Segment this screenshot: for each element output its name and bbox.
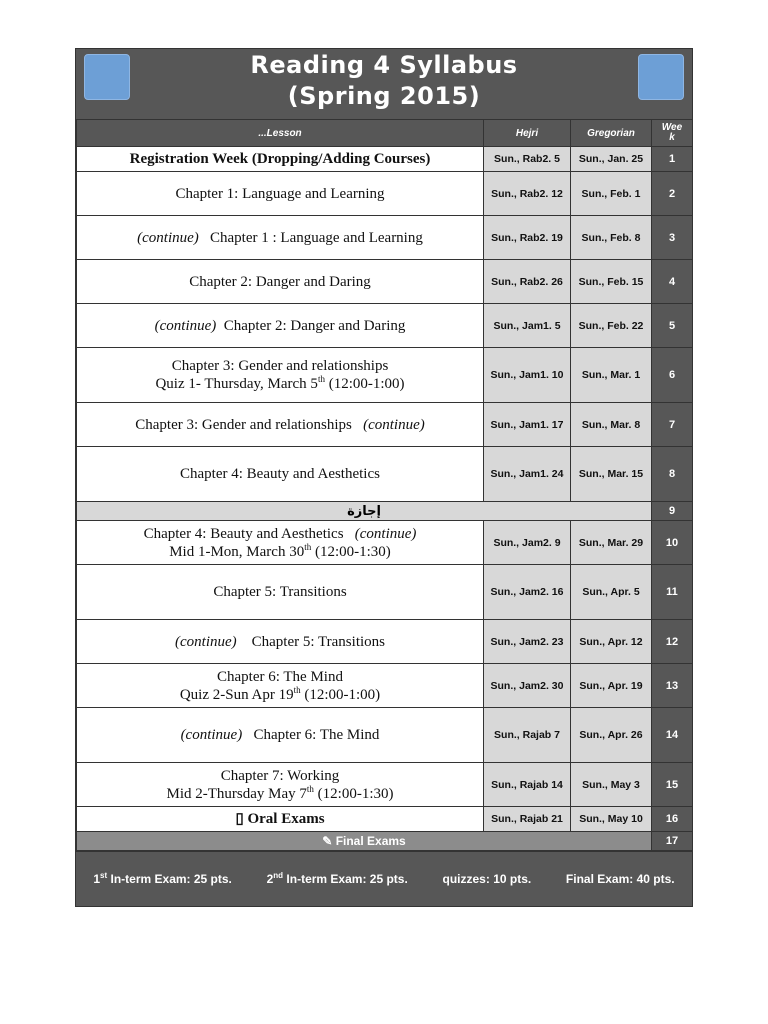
table-row — [77, 403, 693, 447]
hejri-date: Sun., Rab2. 26 — [484, 260, 571, 304]
table-row — [77, 565, 693, 620]
final-exams-label: Final Exams — [335, 834, 406, 848]
hejri-date: Sun., Rab2. 5 — [484, 147, 571, 172]
hejri-date: Sun., Rajab 14 — [484, 763, 571, 807]
ordinal-suffix: th — [306, 783, 314, 794]
week-number: 13 — [652, 664, 693, 708]
lesson-cell — [77, 807, 484, 832]
hejri-date: Sun., Jam1. 10 — [484, 348, 571, 403]
lesson-cell: Chapter 2: Danger and Daring — [77, 260, 484, 304]
lesson-cell: Registration Week (Dropping/Adding Courses) — [77, 147, 484, 172]
table-row — [77, 502, 693, 521]
exam1-text: In-term Exam: 25 pts. — [107, 872, 232, 886]
lesson-cell — [77, 304, 484, 348]
table-row — [77, 304, 693, 348]
right-logo — [638, 54, 684, 100]
quizzes-weight: quizzes: 10 pts. — [442, 872, 532, 886]
exam-note-text: Mid 1-Mon, March 30 — [169, 543, 305, 560]
exam1-number: 1 — [93, 872, 101, 886]
hejri-date: Sun., Jam1. 24 — [484, 447, 571, 502]
hejri-date: Sun., Rab2. 19 — [484, 216, 571, 260]
gregorian-date: Sun., Mar. 8 — [571, 403, 652, 447]
table-row — [77, 521, 693, 565]
exam-note-text: Mid 2-Thursday May 7 — [166, 785, 307, 802]
quiz-note — [77, 375, 483, 393]
lesson-text: Chapter 6: The Mind — [217, 668, 343, 685]
continue-label: (continue) — [180, 727, 243, 743]
final-exams-cell — [77, 832, 652, 851]
table-row — [77, 763, 693, 807]
continue-label: (continue) — [354, 525, 417, 542]
gregorian-date: Sun., Apr. 5 — [571, 565, 652, 620]
table-row — [77, 708, 693, 763]
exam-time: (12:00-1:30) — [311, 543, 391, 560]
exam-note — [77, 543, 483, 561]
gregorian-date: Sun., Apr. 19 — [571, 664, 652, 708]
table-row — [77, 664, 693, 708]
gregorian-date: Sun., May 10 — [571, 807, 652, 832]
table-row — [77, 807, 693, 832]
week-number: 11 — [652, 565, 693, 620]
exam2-weight — [267, 872, 408, 886]
ordinal-suffix: nd — [273, 871, 284, 880]
lesson-cell — [77, 763, 484, 807]
table-row — [77, 832, 693, 851]
week-number: 6 — [652, 348, 693, 403]
title-bar — [76, 49, 692, 119]
left-logo — [84, 54, 130, 100]
table-row — [77, 260, 693, 304]
lesson-cell: Chapter 1: Language and Learning — [77, 172, 484, 216]
gregorian-date: Sun., Apr. 26 — [571, 708, 652, 763]
quiz-note — [77, 686, 483, 704]
hejri-date: Sun., Jam2. 23 — [484, 620, 571, 664]
continue-label: (continue) — [137, 229, 199, 246]
lesson-cell: Chapter 4: Beauty and Aesthetics — [77, 447, 484, 502]
syllabus-sheet — [75, 48, 693, 907]
gregorian-date: Sun., Mar. 1 — [571, 348, 652, 403]
lesson-cell — [77, 664, 484, 708]
week-number: 1 — [652, 147, 693, 172]
page-title — [76, 49, 692, 112]
gregorian-date: Sun., Feb. 8 — [571, 216, 652, 260]
lesson-text: Oral Exams — [247, 811, 325, 827]
lesson-text: Chapter 3: Gender and relationships — [171, 358, 389, 374]
table-row — [77, 620, 693, 664]
quiz-time: (12:00-1:00) — [300, 686, 381, 703]
exam-time: (12:00-1:30) — [313, 785, 394, 802]
gregorian-column-header: Gregorian — [571, 120, 652, 147]
lesson-cell — [77, 216, 484, 260]
table-row — [77, 172, 693, 216]
week-number: 15 — [652, 763, 693, 807]
gregorian-date: Sun., Mar. 15 — [571, 447, 652, 502]
week-number: 12 — [652, 620, 693, 664]
final-exam-weight: Final Exam: 40 pts. — [565, 872, 675, 886]
exam2-number: 2 — [266, 872, 274, 886]
week-number: 10 — [652, 521, 693, 565]
week-number: 16 — [652, 807, 693, 832]
lesson-text: Chapter 1 : Language and Learning — [210, 229, 423, 246]
hejri-date: Sun., Rajab 21 — [484, 807, 571, 832]
gregorian-date: Sun., Jan. 25 — [571, 147, 652, 172]
lesson-cell: Chapter 5: Transitions — [77, 565, 484, 620]
week-number: 14 — [652, 708, 693, 763]
lesson-text: Chapter 3: Gender and relationships — [135, 416, 352, 433]
lesson-cell — [77, 521, 484, 565]
gregorian-date: Sun., Feb. 22 — [571, 304, 652, 348]
gregorian-date: Sun., May 3 — [571, 763, 652, 807]
hejri-date: Sun., Jam2. 30 — [484, 664, 571, 708]
lesson-text: Chapter 7: Working — [220, 767, 340, 784]
week-header-label: Week — [661, 122, 683, 143]
hejri-date: Sun., Rajab 7 — [484, 708, 571, 763]
lesson-column-header: ...Lesson — [77, 120, 484, 147]
lesson-cell — [77, 620, 484, 664]
lesson-text: Chapter 5: Transitions — [251, 633, 385, 650]
gregorian-date: Sun., Apr. 12 — [571, 620, 652, 664]
continue-label: (continue) — [363, 416, 425, 433]
ordinal-suffix: th — [317, 374, 325, 384]
ordinal-suffix: st — [100, 871, 108, 880]
lesson-text: Chapter 4: Beauty and Aesthetics — [143, 525, 344, 542]
gregorian-date: Sun., Feb. 15 — [571, 260, 652, 304]
exam-note — [77, 785, 483, 803]
quiz-time: (12:00-1:00) — [324, 376, 405, 392]
week-number: 4 — [652, 260, 693, 304]
table-row — [77, 216, 693, 260]
continue-label: (continue) — [154, 317, 217, 334]
grading-footer — [76, 851, 692, 906]
lesson-text: Chapter 6: The Mind — [253, 727, 380, 743]
hejri-date: Sun., Jam1. 17 — [484, 403, 571, 447]
lesson-text: Chapter 2: Danger and Daring — [223, 317, 406, 334]
table-header-row — [77, 120, 693, 147]
continue-label: (continue) — [175, 633, 237, 650]
ordinal-suffix: th — [304, 541, 312, 552]
hejri-column-header: Hejri — [484, 120, 571, 147]
table-row — [77, 147, 693, 172]
ordinal-suffix: th — [293, 684, 301, 695]
title-line-1: Reading 4 Syllabus — [250, 51, 518, 79]
hejri-date: Sun., Jam2. 9 — [484, 521, 571, 565]
week-number: 7 — [652, 403, 693, 447]
gregorian-date: Sun., Feb. 1 — [571, 172, 652, 216]
holiday-cell: إجازة — [77, 502, 652, 521]
week-number: 17 — [652, 832, 693, 851]
hejri-date: Sun., Rab2. 12 — [484, 172, 571, 216]
quiz-note-text: Quiz 2-Sun Apr 19 — [179, 686, 294, 703]
lesson-cell — [77, 348, 484, 403]
table-row — [77, 348, 693, 403]
exam-icon: ✎ — [322, 834, 333, 848]
lesson-cell — [77, 403, 484, 447]
week-number: 2 — [652, 172, 693, 216]
week-number: 3 — [652, 216, 693, 260]
week-number: 8 — [652, 447, 693, 502]
schedule-table — [76, 119, 693, 851]
gregorian-date: Sun., Mar. 29 — [571, 521, 652, 565]
title-line-2: (Spring 2015) — [287, 82, 481, 110]
hejri-date: Sun., Jam2. 16 — [484, 565, 571, 620]
quiz-note-text: Quiz 1- Thursday, March 5 — [155, 376, 318, 392]
week-number: 5 — [652, 304, 693, 348]
exam1-weight — [93, 872, 232, 886]
week-column-header — [652, 120, 693, 147]
lesson-line — [77, 525, 483, 543]
hejri-date: Sun., Jam1. 5 — [484, 304, 571, 348]
exam2-text: In-term Exam: 25 pts. — [283, 872, 408, 886]
oral-exam-icon: ▯ — [235, 811, 244, 827]
lesson-cell — [77, 708, 484, 763]
week-number: 9 — [652, 502, 693, 521]
table-row — [77, 447, 693, 502]
